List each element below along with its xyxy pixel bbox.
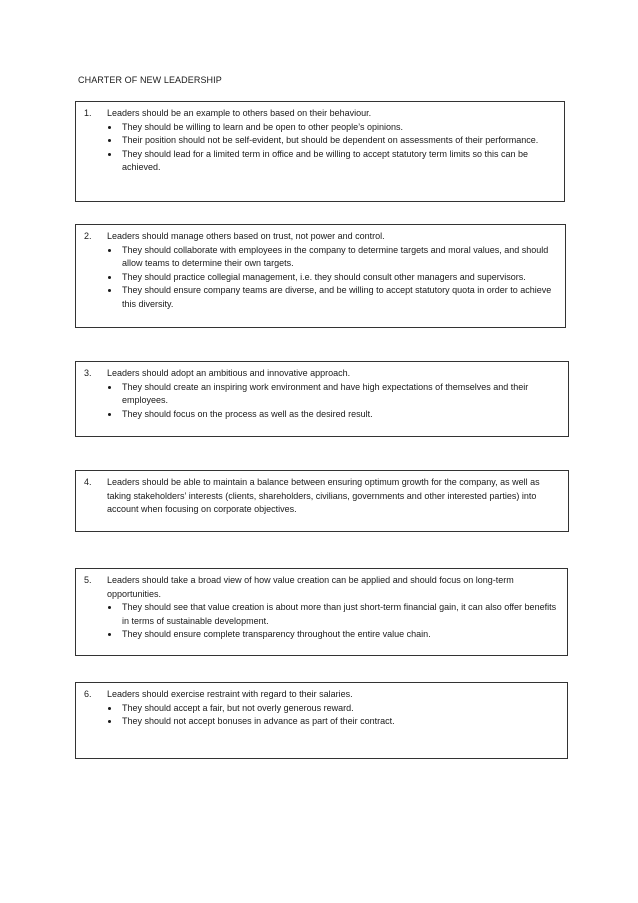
charter-item-2 <box>75 224 566 328</box>
bullet-item: They should see that value creation is about more than just short-term financial gain, it can also offer benefits in terms of sustainable development. <box>106 601 559 628</box>
bullet-item: They should collaborate with employees in the company to determine targets and moral values, and should allow teams to determine their own targets. <box>106 244 557 271</box>
item-number: 5. <box>84 575 92 585</box>
item-number: 1. <box>84 108 92 118</box>
bullet-item: They should accept a fair, but not overly generous reward. <box>106 702 559 716</box>
item-text: Leaders should be able to maintain a balance between ensuring optimum growth for the company, as well as taking stakeholders’ interests (clients, shareholders, civilians, governments and other interested parties) into account when focusing on corporate objectives. <box>107 477 540 514</box>
item-text: Leaders should adopt an ambitious and innovative approach. <box>107 368 351 378</box>
item-number: 4. <box>84 477 92 487</box>
item-number: 2. <box>84 231 92 241</box>
bullet-item: They should create an inspiring work environment and have high expectations of themselves and their employees. <box>106 381 560 408</box>
item-text: Leaders should exercise restraint with regard to their salaries. <box>107 689 353 699</box>
charter-item-4 <box>75 470 569 532</box>
item-number: 3. <box>84 368 92 378</box>
charter-item-6 <box>75 682 568 759</box>
bullet-item: They should focus on the process as well as the desired result. <box>106 408 560 422</box>
bullet-item: They should be willing to learn and be open to other people’s opinions. <box>106 121 556 135</box>
page-title: CHARTER OF NEW LEADERSHIP <box>78 75 222 85</box>
item-text: Leaders should be an example to others based on their behaviour. <box>107 108 372 118</box>
charter-item-1 <box>75 101 565 202</box>
bullet-item: They should ensure complete transparency throughout the entire value chain. <box>106 628 559 642</box>
item-text: Leaders should take a broad view of how value creation can be applied and should focus on long-term opportunities. <box>107 575 514 599</box>
bullet-item: They should ensure company teams are diverse, and be willing to accept statutory quota in order to achieve this diversity. <box>106 284 557 311</box>
bullet-item: They should lead for a limited term in office and be willing to accept statutory term limits so this can be achieved. <box>106 148 556 175</box>
charter-item-5 <box>75 568 568 656</box>
item-text: Leaders should manage others based on trust, not power and control. <box>107 231 385 241</box>
item-number: 6. <box>84 689 92 699</box>
charter-item-3 <box>75 361 569 437</box>
bullet-item: They should not accept bonuses in advance as part of their contract. <box>106 715 559 729</box>
bullet-item: They should practice collegial management, i.e. they should consult other managers and supervisors. <box>106 271 557 285</box>
bullet-item: Their position should not be self-evident, but should be dependent on assessments of their performance. <box>106 134 556 148</box>
